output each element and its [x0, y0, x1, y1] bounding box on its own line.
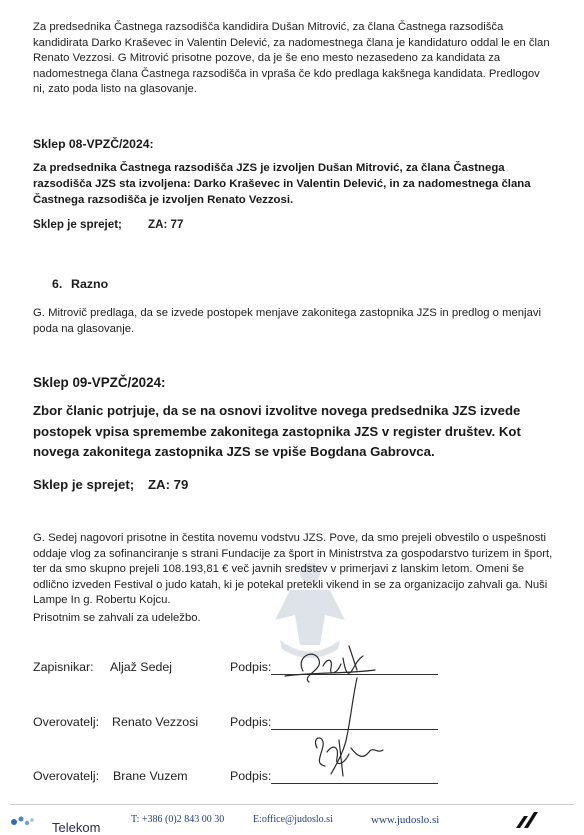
- sklep-08-accepted: Sklep je sprejet;: [33, 218, 122, 231]
- signature-label: Podpis:: [230, 715, 272, 729]
- section-6-number: 6.: [52, 277, 63, 291]
- sklep-09-accepted: Sklep je sprejet;: [33, 477, 135, 492]
- intro-paragraph: Za predsednika Častnega razsodišča kandidira Dušan Mitrović, za člana Častnega razsodišča kandidirata Darko Kraševec in Valentin Delević, za nadomestnega člana je kandidaturo oddal le en član Renato Vezzosi. G Mitrović prisotne pozove, da je še eno mesto nezasedeno za kandidata za nadomestnega člana Častnega razsodišča in vpraša če kdo predlaga kakšnega kandidata. Predlogov ni, zato poda listo na glasovanje.: [33, 21, 550, 96]
- brand-stripes-icon: [512, 808, 542, 828]
- footer-website[interactable]: www.judoslo.si: [371, 814, 440, 826]
- signature-label: Podpis:: [230, 769, 272, 783]
- sklep-08-votes: ZA: 77: [148, 218, 184, 231]
- footer-phone: T: +386 (0)2 843 00 30: [131, 814, 225, 825]
- sklep-08-result: [33, 218, 184, 231]
- sklep-09-votes: ZA: 79: [148, 477, 189, 492]
- footer-email[interactable]: E:office@judoslo.si: [253, 814, 333, 825]
- telekom-logo-icon: [8, 810, 48, 830]
- sklep-09-text: Zbor članic potrjuje, da se na osnovi izvolitve novega predsednika JZS izvede postopek vpisa spremembe zakonitega zastopnika JZS v register društev. Kot novega zakonitega zastopnika JZS se vpiše Bogdana Gabrovca.: [33, 403, 521, 459]
- closing-paragraph: G. Sedej nagovori prisotne in čestita novemu vodstvu JZS. Pove, da smo prejeli obvestilo o uspešnosti oddaje vlog za sofinanciranje s strani Fundacije za šport in Ministrstva za gospodarstvo turizem in šport, ter da smo skupno prejeli 108.193,81 € več javnih sredstev v primerjavi z lanskim letom. Omeni še odlično izveden Festival o judo katah, ki je potekal pretekli vikend in se za organizacijo zahvali ga. Nuši Lampe In g. Robertu Kojcu.: [33, 532, 553, 607]
- footer-sponsor: Telekom: [52, 820, 101, 835]
- signature-name: Aljaž Sedej: [110, 660, 172, 674]
- sklep-09-title: Sklep 09-VPZČ/2024:: [33, 375, 166, 390]
- section-6-heading: [52, 277, 109, 291]
- razno-paragraph: G. Mitrovič predlaga, da se izvede postopek menjave zakonitega zastopnika JZS in predlog o menjavi poda na glasovanje.: [33, 307, 542, 335]
- signature-role: Overovatelj:: [33, 769, 100, 783]
- signature-name: Brane Vuzem: [113, 769, 188, 783]
- handwritten-signatures: [265, 636, 395, 786]
- thanks-paragraph: Prisotnim se zahvali za udeležbo.: [33, 612, 201, 624]
- signature-name: Renato Vezzosi: [112, 715, 199, 729]
- sklep-08-title: Sklep 08-VPZČ/2024:: [33, 137, 154, 151]
- sklep-09-result: [33, 477, 189, 492]
- footer: [0, 800, 584, 835]
- signature-role: Zapisnikar:: [33, 660, 94, 674]
- signature-role: Overovatelj:: [33, 715, 100, 729]
- sklep-08-text: Za predsednika Častnega razsodišča JZS je izvoljen Dušan Mitrović, za člana Častnega razsodišča JZS sta izvoljena: Darko Kraševec in Valentin Delević, in za nadomestnega člana Častnega razsodišča je izvoljen Renato Vezzosi.: [33, 162, 531, 207]
- section-6-title: Razno: [71, 277, 109, 291]
- signature-label: Podpis:: [230, 660, 272, 674]
